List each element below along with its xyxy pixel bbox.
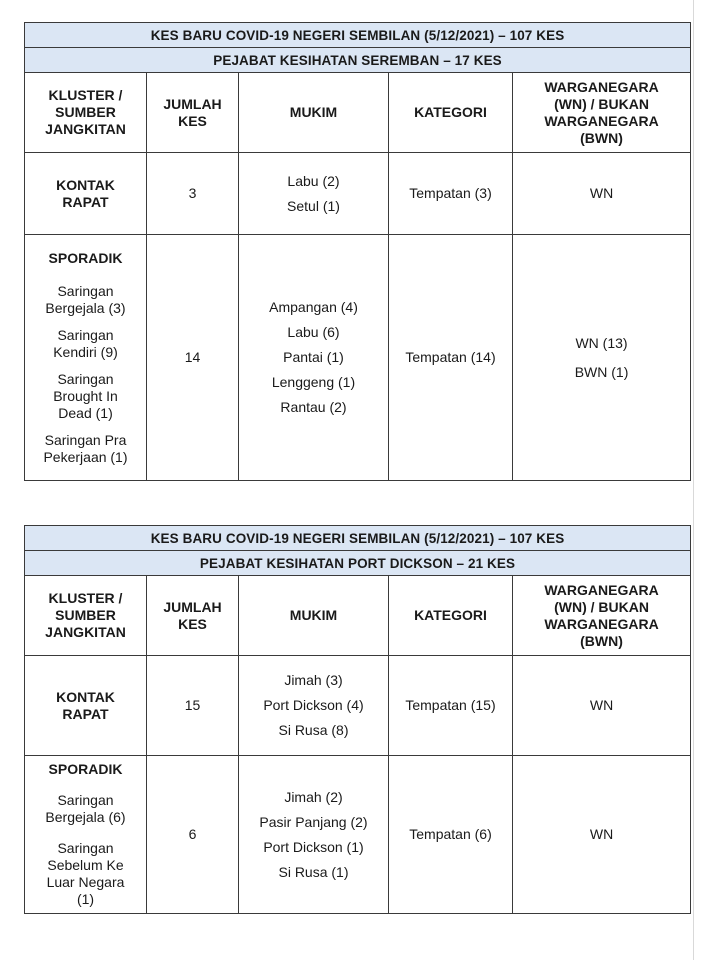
mukim-cell: Jimah (3) Port Dickson (4) Si Rusa (8) (239, 656, 389, 756)
header-kluster: KLUSTER / SUMBER JANGKITAN (25, 73, 147, 153)
header-jumlah: JUMLAH KES (147, 576, 239, 656)
warga-cell: WN (513, 153, 691, 235)
header-warga: WARGANEGARA (WN) / BUKAN WARGANEGARA (BWN) (513, 576, 691, 656)
jumlah-cell: 6 (147, 756, 239, 914)
kluster-cell: SPORADIK Saringan Bergejala (6) Saringan Sebelum Ke Luar Negara (1) (25, 756, 147, 914)
table-row (25, 756, 691, 914)
warga-cell: WN (513, 756, 691, 914)
kategori-cell: Tempatan (6) (389, 756, 513, 914)
mukim-cell: Ampangan (4) Labu (6) Pantai (1) Lenggeng (1) Rantau (2) (239, 235, 389, 481)
kategori-cell: Tempatan (14) (389, 235, 513, 481)
header-mukim: MUKIM (239, 576, 389, 656)
mukim-cell: Labu (2) Setul (1) (239, 153, 389, 235)
table-subtitle: PEJABAT KESIHATAN PORT DICKSON – 21 KES (25, 551, 691, 576)
table-row (25, 656, 691, 756)
header-warga: WARGANEGARA (WN) / BUKAN WARGANEGARA (BWN) (513, 73, 691, 153)
port-dickson-case-table (24, 525, 691, 914)
kategori-cell: Tempatan (3) (389, 153, 513, 235)
kluster-cell: SPORADIK Saringan Bergejala (3) Saringan Kendiri (9) Saringan Brought In Dead (1) Saringan Pra Pekerjaan (1) (25, 235, 147, 481)
header-mukim: MUKIM (239, 73, 389, 153)
page-edge-divider (693, 0, 694, 960)
jumlah-cell: 3 (147, 153, 239, 235)
header-kategori: KATEGORI (389, 576, 513, 656)
warga-cell: WN (13) BWN (1) (513, 235, 691, 481)
header-jumlah: JUMLAH KES (147, 73, 239, 153)
header-kluster: KLUSTER / SUMBER JANGKITAN (25, 576, 147, 656)
jumlah-cell: 15 (147, 656, 239, 756)
warga-cell: WN (513, 656, 691, 756)
header-kategori: KATEGORI (389, 73, 513, 153)
kategori-cell: Tempatan (15) (389, 656, 513, 756)
table-row (25, 235, 691, 481)
kluster-cell: KONTAK RAPAT (25, 656, 147, 756)
table-row (25, 153, 691, 235)
table-title: KES BARU COVID-19 NEGERI SEMBILAN (5/12/2021) – 107 KES (25, 526, 691, 551)
mukim-cell: Jimah (2) Pasir Panjang (2) Port Dickson (1) Si Rusa (1) (239, 756, 389, 914)
table-subtitle: PEJABAT KESIHATAN SEREMBAN – 17 KES (25, 48, 691, 73)
table-title: KES BARU COVID-19 NEGERI SEMBILAN (5/12/2021) – 107 KES (25, 23, 691, 48)
seremban-case-table (24, 22, 691, 481)
kluster-cell: KONTAK RAPAT (25, 153, 147, 235)
jumlah-cell: 14 (147, 235, 239, 481)
